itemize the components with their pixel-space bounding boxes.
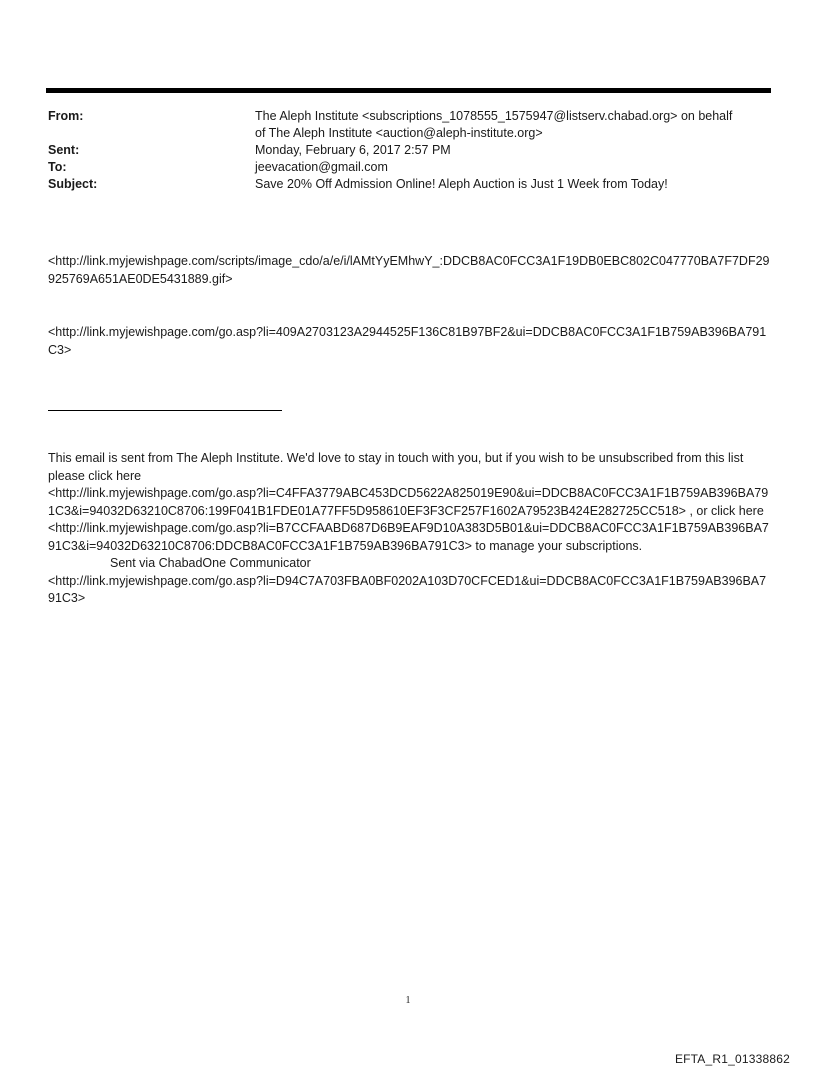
page-number: 1: [405, 995, 411, 1006]
from-label: From:: [48, 109, 84, 123]
from-value: [255, 108, 773, 142]
sent-row: [48, 142, 773, 159]
subject-row: [48, 176, 773, 193]
footer-divider: [48, 410, 282, 411]
to-value: jeevacation@gmail.com: [255, 160, 388, 174]
manage-text: to manage your subscriptions.: [471, 538, 643, 553]
from-value-line2: of The Aleph Institute <auction@aleph-institute.org>: [255, 126, 543, 140]
bates-number: EFTA_R1_01338862: [674, 1052, 790, 1066]
header-divider-rule: [46, 88, 771, 93]
email-header: [48, 108, 773, 193]
to-label: To:: [48, 160, 67, 174]
communicator-link[interactable]: <http://link.myjewishpage.com/go.asp?li=D94C7A703FBA0BF0202A103D70CFCED1&ui=DDCB8AC0FCC3A1F1B759AB396BA791C3>: [48, 573, 767, 605]
to-row: [48, 159, 773, 176]
footer-block: [48, 450, 773, 608]
subject-label: Subject:: [48, 177, 98, 191]
manage-subscriptions-link[interactable]: <http://link.myjewishpage.com/go.asp?li=B7CCFAABD687D6B9EAF9D10A383D5B01&ui=DDCB8AC0FCC3A1F1B759AB396BA791C3&i=94032D63210C8706:DDCB8AC0FCC3A1F1B759AB396BA791C3>: [48, 521, 769, 553]
subject-value: Save 20% Off Admission Online! Aleph Auction is Just 1 Week from Today!: [255, 177, 668, 191]
or-click-here-text: , or click here: [685, 503, 764, 518]
image-link[interactable]: <http://link.myjewishpage.com/scripts/image_cdo/a/e/i/lAMtYyEMhwY_:DDCB8AC0FCC3A1F19DB0EBC802C047770BA7F7DF29925769A651AE0DE5431889.gif>: [48, 254, 770, 286]
sent-label: Sent:: [48, 143, 80, 157]
unsubscribe-link[interactable]: <http://link.myjewishpage.com/go.asp?li=C4FFA3779ABC453DCD5622A825019E90&ui=DDCB8AC0FCC3A1F1B759AB396BA791C3&i=94032D63210C8706:199F041B1FDE01A77FF5D958610EF3F3CF257F1602A79523B424E282725CC518>: [48, 486, 769, 518]
from-row: [48, 108, 773, 142]
go-link[interactable]: <http://link.myjewishpage.com/go.asp?li=409A2703123A2944525F136C81B97BF2&ui=DDCB8AC0FCC3A1F1B759AB396BA791C3>: [48, 325, 767, 357]
sent-via-text: Sent via ChabadOne Communicator: [110, 556, 311, 570]
sent-value: Monday, February 6, 2017 2:57 PM: [255, 143, 451, 157]
from-value-line1: The Aleph Institute <subscriptions_1078555_1575947@listserv.chabad.org> on behalf: [255, 109, 733, 123]
footer-intro: This email is sent from The Aleph Institute. We'd love to stay in touch with you, but if you wish to be unsubscribed from this list please click here: [48, 451, 744, 483]
